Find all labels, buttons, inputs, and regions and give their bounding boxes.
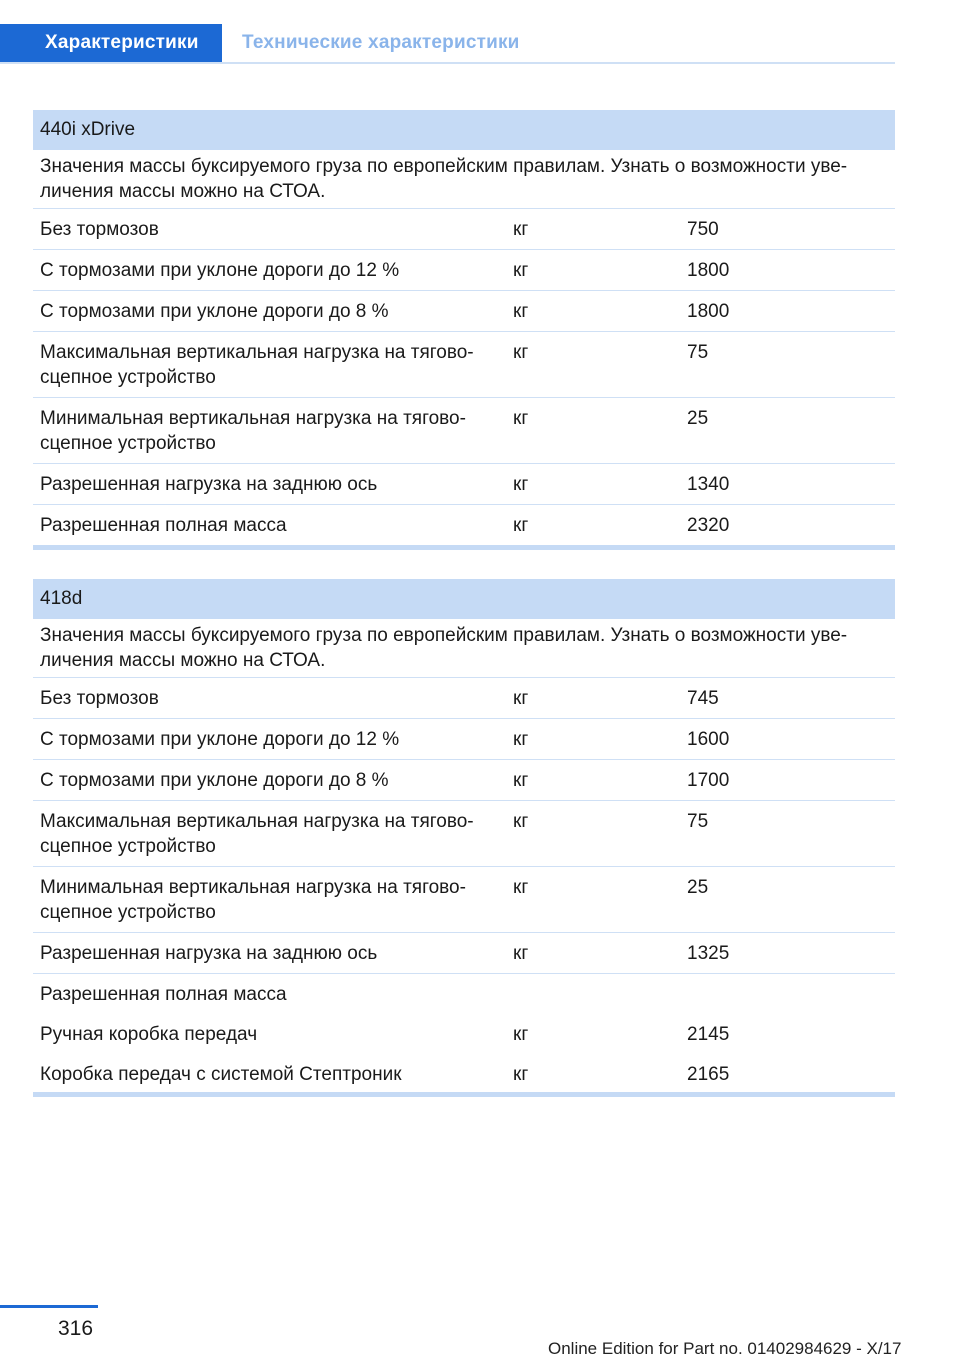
row-unit: кг: [513, 260, 529, 281]
row-label: Максимальная вертикальная нагрузка на тягово-сцепное устройство: [40, 811, 474, 857]
spec-table-418d: [33, 579, 895, 1097]
row-value: 1340: [687, 474, 730, 495]
table-row: [33, 760, 895, 801]
row-label: Максимальная вертикальная нагрузка на тягово-сцепное устройство: [40, 342, 474, 388]
row-unit: кг: [513, 1024, 529, 1045]
row-unit: кг: [513, 342, 529, 363]
row-value: 75: [687, 342, 709, 363]
row-label: С тормозами при уклоне дороги до 12 %: [40, 729, 400, 750]
row-value: 1800: [687, 301, 730, 322]
row-unit: кг: [513, 1064, 529, 1085]
page-number: 316: [58, 1317, 94, 1340]
section-tab[interactable]: Технические характеристики: [242, 32, 520, 53]
row-unit: кг: [513, 474, 529, 495]
table-title: 440i xDrive: [33, 110, 895, 150]
row-unit: кг: [513, 943, 529, 964]
table-row: [33, 801, 895, 867]
table-bottom-rule: [33, 545, 895, 550]
table-row: [33, 505, 895, 545]
row-label: С тормозами при уклоне дороги до 8 %: [40, 770, 389, 791]
page-header: [0, 24, 895, 64]
table-row: [33, 291, 895, 332]
table-row: [33, 332, 895, 398]
row-unit: кг: [513, 811, 529, 832]
row-label: Разрешенная нагрузка на заднюю ось: [40, 474, 378, 495]
row-label: С тормозами при уклоне дороги до 8 %: [40, 301, 389, 322]
chapter-tab[interactable]: Характеристики: [0, 24, 222, 62]
table-title: 418d: [33, 579, 895, 619]
row-label: Разрешенная нагрузка на заднюю ось: [40, 943, 378, 964]
row-label: Минимальная вертикальная нагрузка на тягово-сцепное устройство: [40, 877, 466, 923]
table-description: Значения массы буксируемого груза по европейским правилам. Узнать о возможности уве-личения массы можно на СТОА.: [33, 619, 895, 678]
row-label: Минимальная вертикальная нагрузка на тягово-сцепное устройство: [40, 408, 466, 454]
row-value: 2145: [687, 1024, 730, 1045]
row-unit: кг: [513, 877, 529, 898]
row-unit: кг: [513, 688, 529, 709]
row-value: 2320: [687, 515, 730, 536]
row-unit: кг: [513, 729, 529, 750]
row-value: 1600: [687, 729, 730, 750]
table-description: Значения массы буксируемого груза по европейским правилам. Узнать о возможности уве-личения массы можно на СТОА.: [33, 150, 895, 209]
row-label: С тормозами при уклоне дороги до 12 %: [40, 260, 400, 281]
row-label: Без тормозов: [40, 688, 159, 709]
row-value: 745: [687, 688, 719, 709]
footer-accent-line: [0, 1305, 98, 1308]
spec-table-440i: [33, 110, 895, 550]
edition-note: Online Edition for Part no. 01402984629 - X/17: [548, 1339, 902, 1358]
row-value: 25: [687, 408, 709, 429]
row-value: 25: [687, 877, 709, 898]
row-value: 1700: [687, 770, 730, 791]
table-row: [33, 398, 895, 464]
table-row: [33, 464, 895, 505]
row-unit: кг: [513, 770, 529, 791]
row-value: 1325: [687, 943, 730, 964]
row-value: 75: [687, 811, 709, 832]
table-row: [33, 250, 895, 291]
table-bottom-rule: [33, 1092, 895, 1097]
row-label: Коробка передач с системой Стептроник: [40, 1064, 402, 1085]
row-unit: кг: [513, 408, 529, 429]
table-row: [33, 974, 895, 1014]
row-label: Разрешенная полная масса: [40, 515, 287, 536]
table-row: [33, 719, 895, 760]
row-label: Ручная коробка передач: [40, 1024, 258, 1045]
row-value: 1800: [687, 260, 730, 281]
row-value: 2165: [687, 1064, 730, 1085]
table-row: [33, 209, 895, 250]
table-row: [33, 867, 895, 933]
row-unit: кг: [513, 515, 529, 536]
table-row: [33, 678, 895, 719]
table-row: [33, 1014, 895, 1054]
table-row: [33, 1054, 895, 1092]
row-unit: кг: [513, 301, 529, 322]
row-unit: кг: [513, 219, 529, 240]
row-value: 750: [687, 219, 719, 240]
table-row: [33, 933, 895, 974]
row-label: Без тормозов: [40, 219, 159, 240]
row-label: Разрешенная полная масса: [40, 984, 287, 1005]
